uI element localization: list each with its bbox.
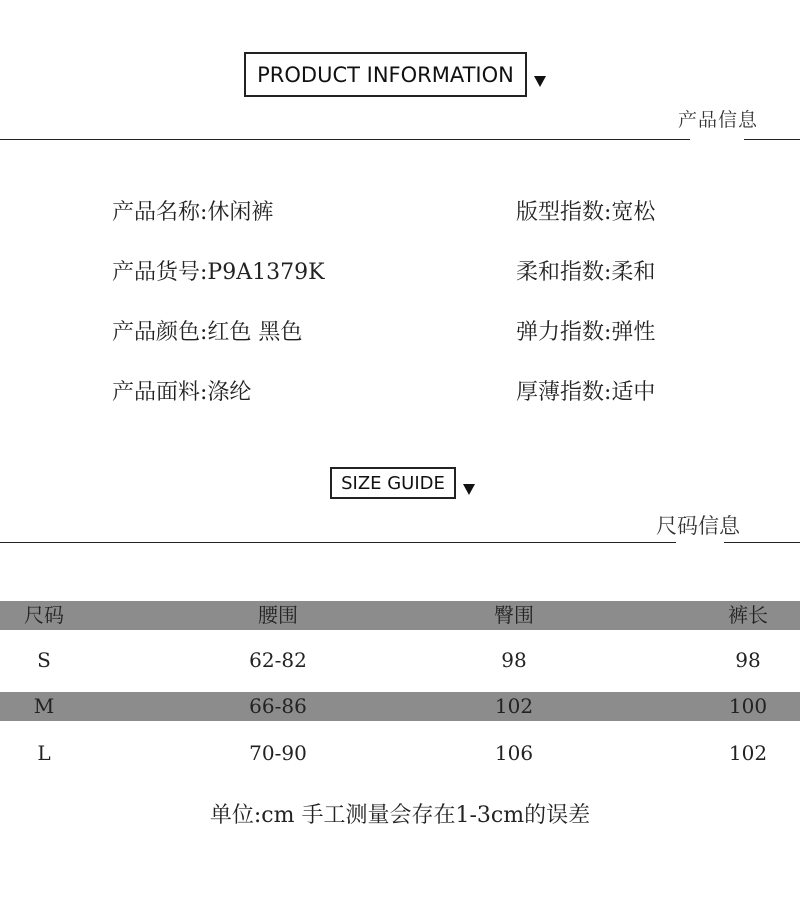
cell-size: L xyxy=(37,741,51,765)
cell-hip: 102 xyxy=(494,694,534,718)
table-row xyxy=(0,646,800,675)
cell-hip: 106 xyxy=(494,741,534,765)
cell-size: M xyxy=(33,694,55,718)
cell-length: 102 xyxy=(728,741,768,765)
cell-length: 100 xyxy=(728,694,768,718)
cell-hip: 98 xyxy=(501,648,527,672)
info-fit-index: 版型指数:宽松 xyxy=(516,200,656,225)
header-length: 裤长 xyxy=(728,603,768,627)
info-product-name: 产品名称:休闲裤 xyxy=(112,200,274,225)
header-size: 尺码 xyxy=(24,603,64,627)
info-product-color: 产品颜色:红色 黑色 xyxy=(112,320,303,345)
divider-gap xyxy=(690,136,744,142)
section-divider xyxy=(0,139,800,140)
info-product-fabric: 产品面料:涤纶 xyxy=(112,380,252,405)
info-stretch-index: 弹力指数:弹性 xyxy=(516,320,656,345)
table-row xyxy=(0,692,800,721)
info-thickness-index: 厚薄指数:适中 xyxy=(516,380,656,405)
measurement-note: 单位:cm 手工测量会存在1-3cm的误差 xyxy=(209,803,591,828)
cell-size: S xyxy=(37,648,51,672)
product-information-subtitle: 产品信息 xyxy=(676,105,760,132)
cell-waist: 62-82 xyxy=(249,648,307,672)
header-hip: 臀围 xyxy=(494,603,534,627)
size-table-header xyxy=(0,601,800,630)
header-waist: 腰围 xyxy=(258,603,298,627)
triangle-down-icon xyxy=(534,76,546,87)
size-guide-subtitle: 尺码信息 xyxy=(654,510,742,540)
cell-length: 98 xyxy=(735,648,761,672)
table-row xyxy=(0,739,800,768)
info-product-code: 产品货号:P9A1379K xyxy=(112,260,325,285)
product-information-title: PRODUCT INFORMATION xyxy=(244,52,527,97)
triangle-down-icon xyxy=(463,484,475,495)
cell-waist: 70-90 xyxy=(249,741,307,765)
info-softness-index: 柔和指数:柔和 xyxy=(516,260,656,285)
size-guide-title: SIZE GUIDE xyxy=(330,467,456,499)
cell-waist: 66-86 xyxy=(249,694,307,718)
